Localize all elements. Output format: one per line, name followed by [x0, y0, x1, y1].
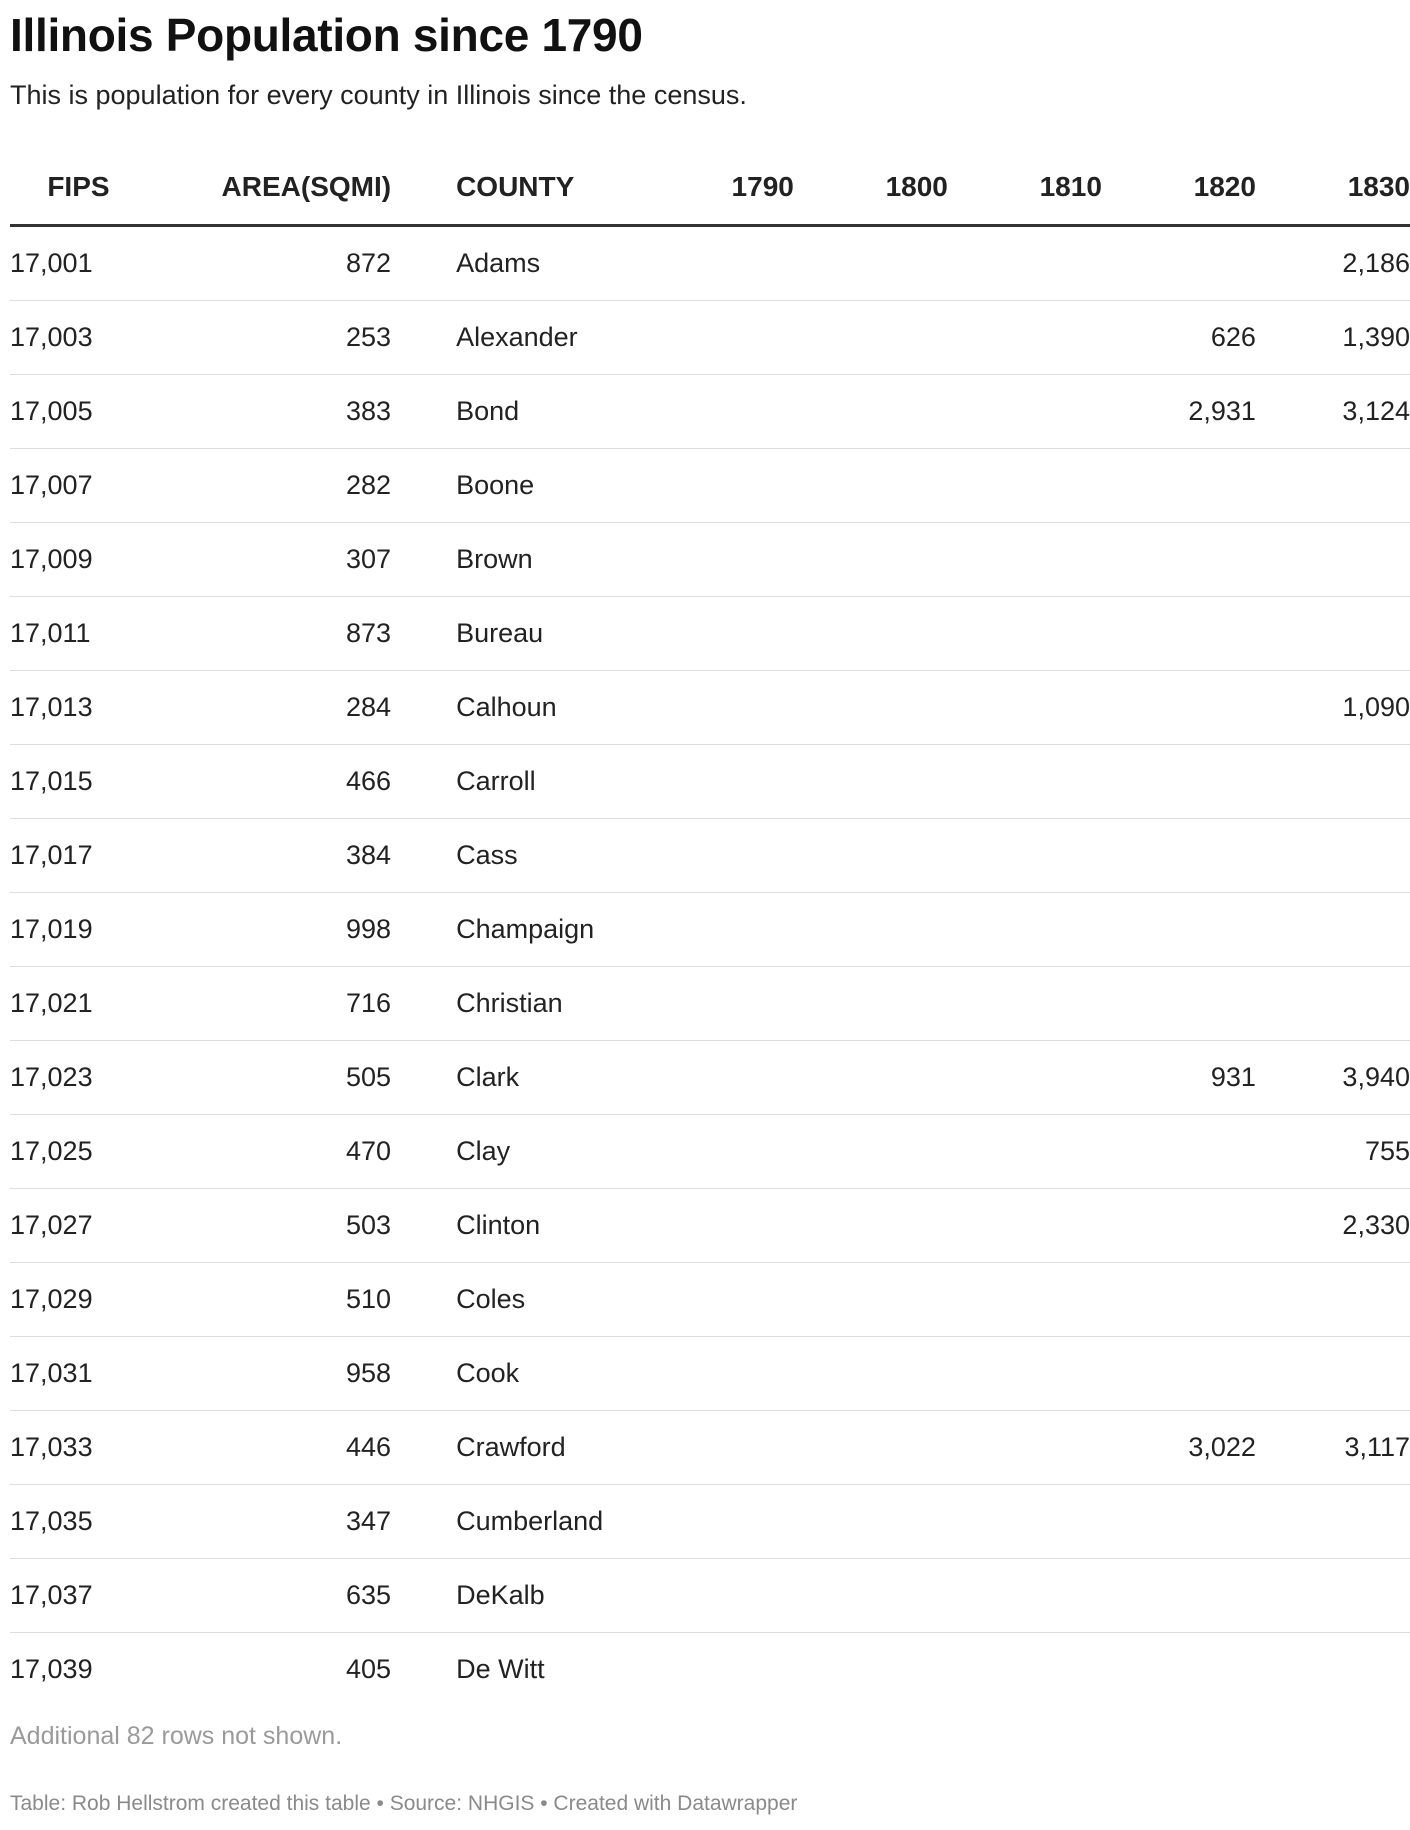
table-row: [10, 819, 1410, 893]
cell-county: Cook: [391, 1337, 640, 1411]
cell-area: 466: [147, 745, 391, 819]
cell-area: 998: [147, 893, 391, 967]
cell-1800: [794, 1559, 948, 1633]
cell-1830: [1256, 449, 1410, 523]
cell-1830: [1256, 967, 1410, 1041]
cell-fips: 17,023: [10, 1041, 147, 1115]
cell-1830: [1256, 1263, 1410, 1337]
cell-county: Adams: [391, 226, 640, 301]
cell-area: 347: [147, 1485, 391, 1559]
cell-1790: [640, 597, 794, 671]
cell-county: Bond: [391, 375, 640, 449]
column-header-fips[interactable]: FIPS: [10, 150, 147, 226]
cell-1830: [1256, 819, 1410, 893]
cell-1790: [640, 523, 794, 597]
cell-fips: 17,005: [10, 375, 147, 449]
cell-fips: 17,007: [10, 449, 147, 523]
table-row: [10, 523, 1410, 597]
cell-1820: [1102, 745, 1256, 819]
cell-fips: 17,009: [10, 523, 147, 597]
table-viewport[interactable]: [10, 150, 1410, 1695]
cell-1790: [640, 1633, 794, 1707]
cell-1800: [794, 301, 948, 375]
cell-area: 284: [147, 671, 391, 745]
cell-county: DeKalb: [391, 1559, 640, 1633]
cell-1800: [794, 819, 948, 893]
cell-fips: 17,021: [10, 967, 147, 1041]
page-subtitle: This is population for every county in Illinois since the census.: [10, 80, 747, 110]
cell-county: Cass: [391, 819, 640, 893]
cell-1820: [1102, 671, 1256, 745]
cell-fips: 17,035: [10, 1485, 147, 1559]
cell-1790: [640, 301, 794, 375]
cell-fips: 17,003: [10, 301, 147, 375]
table-row: [10, 1485, 1410, 1559]
table-row: [10, 597, 1410, 671]
cell-area: 282: [147, 449, 391, 523]
column-header-1810[interactable]: 1810: [948, 150, 1102, 226]
cell-county: Christian: [391, 967, 640, 1041]
cell-1810: [948, 226, 1102, 301]
cell-1810: [948, 1263, 1102, 1337]
cell-1830: [1256, 1337, 1410, 1411]
cell-1800: [794, 226, 948, 301]
cell-county: Clay: [391, 1115, 640, 1189]
cell-1820: 931: [1102, 1041, 1256, 1115]
cell-fips: 17,015: [10, 745, 147, 819]
table-row: [10, 745, 1410, 819]
cell-1830: 3,940: [1256, 1041, 1410, 1115]
cell-1800: [794, 893, 948, 967]
cell-fips: 17,019: [10, 893, 147, 967]
rows-hidden-note: Additional 82 rows not shown.: [10, 1722, 343, 1750]
cell-1830: 2,186: [1256, 226, 1410, 301]
cell-1790: [640, 1041, 794, 1115]
cell-1790: [640, 1559, 794, 1633]
cell-fips: 17,025: [10, 1115, 147, 1189]
cell-area: 505: [147, 1041, 391, 1115]
cell-1820: [1102, 893, 1256, 967]
cell-area: 873: [147, 597, 391, 671]
cell-1810: [948, 967, 1102, 1041]
cell-1810: [948, 745, 1102, 819]
cell-1800: [794, 1041, 948, 1115]
cell-1800: [794, 1633, 948, 1707]
cell-1810: [948, 1559, 1102, 1633]
cell-fips: 17,029: [10, 1263, 147, 1337]
cell-1790: [640, 967, 794, 1041]
cell-fips: 17,011: [10, 597, 147, 671]
cell-1790: [640, 893, 794, 967]
cell-1790: [640, 819, 794, 893]
cell-1790: [640, 745, 794, 819]
population-table: [10, 150, 1410, 1706]
cell-area: 405: [346, 1654, 392, 1684]
cell-1820: [1102, 967, 1256, 1041]
cell-county: De Witt: [456, 1654, 545, 1684]
cell-1790: [640, 671, 794, 745]
cell-area: 384: [147, 819, 391, 893]
cell-1790: [640, 1337, 794, 1411]
cell-1800: [794, 1337, 948, 1411]
cell-fips: 17,037: [10, 1559, 147, 1633]
cell-1810: [948, 1115, 1102, 1189]
cell-fips: 17,017: [10, 819, 147, 893]
table-row: [10, 1633, 1410, 1707]
cell-1800: [794, 523, 948, 597]
cell-area: 383: [147, 375, 391, 449]
cell-1820: 626: [1102, 301, 1256, 375]
cell-1810: [948, 1411, 1102, 1485]
cell-county: Crawford: [391, 1411, 640, 1485]
table-row: [10, 226, 1410, 301]
cell-1810: [948, 1633, 1102, 1707]
cell-1810: [948, 449, 1102, 523]
cell-1810: [948, 671, 1102, 745]
cell-1800: [794, 1485, 948, 1559]
cell-1800: [794, 745, 948, 819]
cell-1830: [1256, 1633, 1410, 1707]
cell-1830: 3,117: [1256, 1411, 1410, 1485]
cell-1790: [640, 375, 794, 449]
cell-county: Clinton: [391, 1189, 640, 1263]
cell-1790: [640, 1411, 794, 1485]
cell-fips: 17,039: [10, 1654, 93, 1684]
cell-area: 253: [147, 301, 391, 375]
cell-1800: [794, 671, 948, 745]
cell-1830: 3,124: [1256, 375, 1410, 449]
cell-1820: [1102, 1337, 1256, 1411]
cell-1830: 2,330: [1256, 1189, 1410, 1263]
column-header-1800[interactable]: 1800: [794, 150, 948, 226]
cell-1790: [640, 1189, 794, 1263]
cell-1810: [948, 819, 1102, 893]
cell-area: 503: [147, 1189, 391, 1263]
cell-1790: [640, 1263, 794, 1337]
cell-area: 635: [147, 1559, 391, 1633]
table-row: [10, 449, 1410, 523]
cell-1820: [1102, 523, 1256, 597]
cell-1830: [1256, 893, 1410, 967]
table-row: [10, 671, 1410, 745]
cell-1820: [1102, 449, 1256, 523]
cell-1800: [794, 967, 948, 1041]
table-row: [10, 301, 1410, 375]
cell-1830: [1256, 1559, 1410, 1633]
cell-1830: [1256, 1485, 1410, 1559]
cell-1790: [640, 449, 794, 523]
table-row: [10, 893, 1410, 967]
table-row: [10, 1337, 1410, 1411]
cell-1800: [794, 1263, 948, 1337]
cell-1810: [948, 1189, 1102, 1263]
cell-1820: [1102, 1189, 1256, 1263]
cell-1830: 1,390: [1256, 301, 1410, 375]
cell-1800: [794, 597, 948, 671]
cell-1820: [1102, 1263, 1256, 1337]
cell-1810: [948, 1337, 1102, 1411]
cell-1820: [1102, 1115, 1256, 1189]
cell-1790: [640, 1485, 794, 1559]
cell-1800: [794, 375, 948, 449]
cell-area: 958: [147, 1337, 391, 1411]
table-row: [10, 1189, 1410, 1263]
cell-county: Carroll: [391, 745, 640, 819]
cell-1820: 3,022: [1102, 1411, 1256, 1485]
table-row: [10, 1263, 1410, 1337]
table-body: [10, 226, 1410, 1707]
cell-area: 446: [147, 1411, 391, 1485]
cell-1820: [1102, 226, 1256, 301]
column-header-1790[interactable]: 1790: [640, 150, 794, 226]
cell-1810: [948, 301, 1102, 375]
column-header-county[interactable]: COUNTY: [391, 150, 640, 226]
table-row: [10, 1115, 1410, 1189]
cell-1810: [948, 1485, 1102, 1559]
cell-1800: [794, 1411, 948, 1485]
column-header-area[interactable]: AREA(SQMI): [147, 150, 391, 226]
cell-1830: [1256, 597, 1410, 671]
table-row: [10, 1041, 1410, 1115]
cell-area: 716: [147, 967, 391, 1041]
column-header-1820[interactable]: 1820: [1102, 150, 1256, 226]
cell-county: Boone: [391, 449, 640, 523]
cell-fips: 17,031: [10, 1337, 147, 1411]
cell-1810: [948, 375, 1102, 449]
cell-1810: [948, 1041, 1102, 1115]
cell-1830: [1256, 523, 1410, 597]
cell-1830: 1,090: [1256, 671, 1410, 745]
table-row: [10, 1559, 1410, 1633]
cell-1790: [640, 1115, 794, 1189]
cell-1800: [794, 1189, 948, 1263]
table-row: [10, 375, 1410, 449]
cell-area: 470: [147, 1115, 391, 1189]
cell-fips: 17,027: [10, 1189, 147, 1263]
cell-1830: 755: [1256, 1115, 1410, 1189]
cell-1820: [1102, 1633, 1256, 1707]
cell-1810: [948, 893, 1102, 967]
cell-fips: 17,001: [10, 226, 147, 301]
cell-county: Brown: [391, 523, 640, 597]
column-header-1830[interactable]: 1830: [1256, 150, 1410, 226]
page-title: Illinois Population since 1790: [10, 9, 643, 61]
table-header-row: [10, 150, 1410, 226]
cell-1810: [948, 597, 1102, 671]
cell-county: Bureau: [391, 597, 640, 671]
cell-fips: 17,033: [10, 1411, 147, 1485]
cell-1800: [794, 1115, 948, 1189]
cell-area: 872: [147, 226, 391, 301]
table-row: [10, 967, 1410, 1041]
cell-1820: 2,931: [1102, 375, 1256, 449]
cell-county: Champaign: [391, 893, 640, 967]
cell-county: Coles: [391, 1263, 640, 1337]
cell-1820: [1102, 819, 1256, 893]
cell-fips: 17,013: [10, 671, 147, 745]
cell-area: 510: [147, 1263, 391, 1337]
cell-1820: [1102, 1485, 1256, 1559]
cell-1790: [640, 226, 794, 301]
cell-1820: [1102, 597, 1256, 671]
cell-county: Clark: [391, 1041, 640, 1115]
source-footer: Table: Rob Hellstrom created this table • Source: NHGIS • Created with Datawrapper: [10, 1792, 798, 1815]
table-row: [10, 1411, 1410, 1485]
cell-county: Calhoun: [391, 671, 640, 745]
cell-1800: [794, 449, 948, 523]
cell-county: Cumberland: [391, 1485, 640, 1559]
cell-area: 307: [147, 523, 391, 597]
cell-1820: [1102, 1559, 1256, 1633]
cell-1830: [1256, 745, 1410, 819]
cell-1810: [948, 523, 1102, 597]
cell-county: Alexander: [391, 301, 640, 375]
